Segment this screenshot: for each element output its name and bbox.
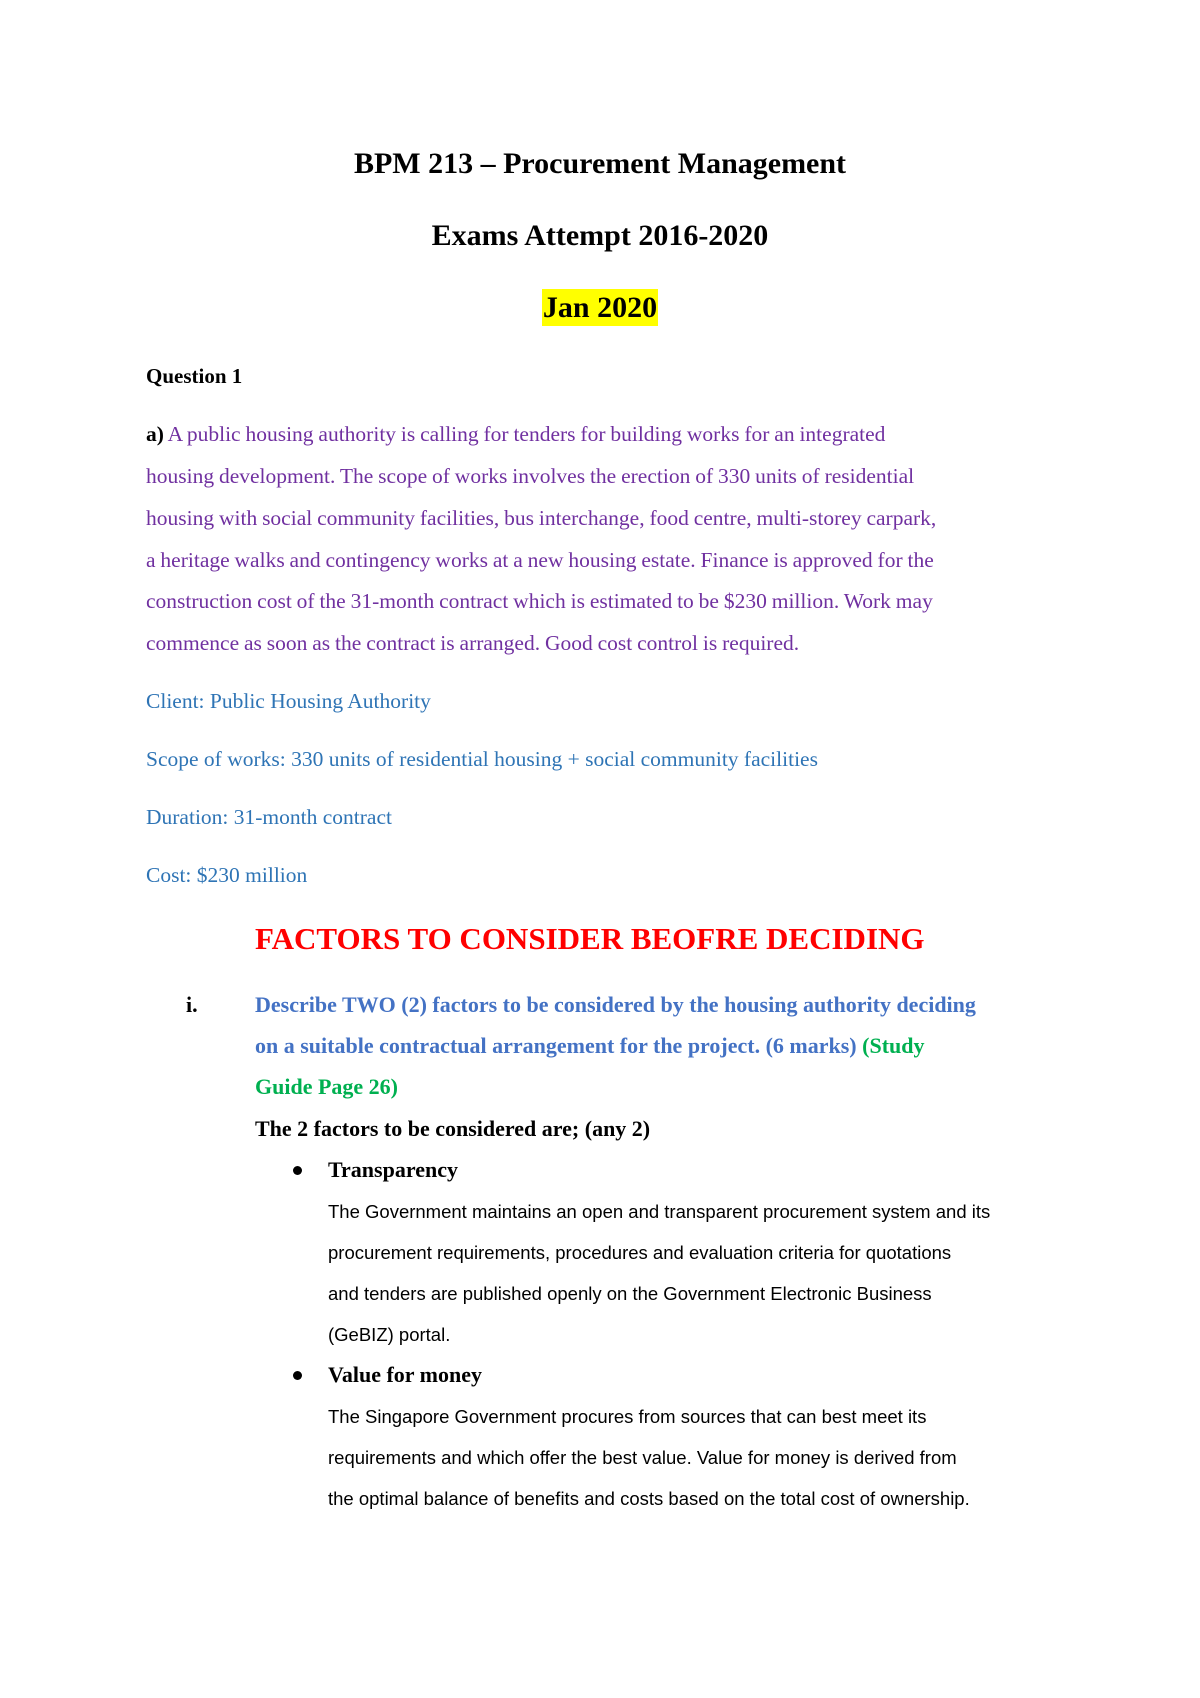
part-label: a) bbox=[146, 422, 164, 446]
summary-cost: Cost: $230 million bbox=[146, 863, 308, 887]
question-paragraph-line: a heritage walks and contingency works at a new housing estate. Finance is approved for the bbox=[146, 548, 934, 572]
factor-body-line: the optimal balance of benefits and costs based on the total cost of ownership. bbox=[328, 1488, 970, 1509]
paragraph-text: A public housing authority is calling for tenders for building works for an integrated bbox=[167, 422, 886, 446]
factor-body-line: (GeBIZ) portal. bbox=[328, 1324, 451, 1345]
section-heading: FACTORS TO CONSIDER BEOFRE DECIDING bbox=[255, 921, 925, 956]
study-guide-reference: (Study bbox=[862, 1033, 925, 1058]
summary-client: Client: Public Housing Authority bbox=[146, 689, 431, 713]
factor-body-line: procurement requirements, procedures and evaluation criteria for quotations bbox=[328, 1242, 952, 1263]
factor-title: Value for money bbox=[328, 1362, 482, 1387]
question-paragraph-line: housing with social community facilities, bus interchange, food centre, multi-storey carpark, bbox=[146, 506, 937, 530]
exam-subtitle: Exams Attempt 2016-2020 bbox=[431, 219, 769, 252]
question-paragraph-line: commence as soon as the contract is arranged. Good cost control is required. bbox=[146, 631, 800, 655]
summary-scope: Scope of works: 330 units of residential housing + social community facilities bbox=[146, 747, 818, 771]
session-title bbox=[0, 290, 1200, 326]
bullet-icon bbox=[293, 1166, 302, 1175]
summary-duration: Duration: 31-month contract bbox=[146, 805, 392, 829]
item-question-line: Describe TWO (2) factors to be considered by the housing authority deciding bbox=[255, 992, 976, 1017]
session-highlight: Jan 2020 bbox=[542, 291, 658, 324]
factor-title: Transparency bbox=[328, 1157, 458, 1182]
factor-body-line: The Government maintains an open and transparent procurement system and its bbox=[328, 1201, 991, 1222]
item-question-text: on a suitable contractual arrangement for the project. (6 marks) bbox=[255, 1033, 857, 1058]
study-guide-reference: Guide Page 26) bbox=[255, 1074, 398, 1099]
item-numeral: i. bbox=[186, 992, 198, 1017]
factor-body-line: The Singapore Government procures from sources that can best meet its bbox=[328, 1406, 927, 1427]
question-paragraph-line: housing development. The scope of works involves the erection of 330 units of residential bbox=[146, 464, 915, 488]
factor-body-line: requirements and which offer the best value. Value for money is derived from bbox=[328, 1447, 957, 1468]
question-paragraph-line: construction cost of the 31-month contract which is estimated to be $230 million. Work may bbox=[146, 589, 933, 613]
item-question-line bbox=[255, 1033, 925, 1059]
question-paragraph-line bbox=[146, 421, 885, 447]
bullet-icon bbox=[293, 1371, 302, 1380]
question-heading: Question 1 bbox=[146, 364, 243, 388]
factor-body-line: and tenders are published openly on the Government Electronic Business bbox=[328, 1283, 932, 1304]
factors-intro: The 2 factors to be considered are; (any 2) bbox=[255, 1116, 651, 1141]
course-title: BPM 213 – Procurement Management bbox=[353, 147, 847, 180]
